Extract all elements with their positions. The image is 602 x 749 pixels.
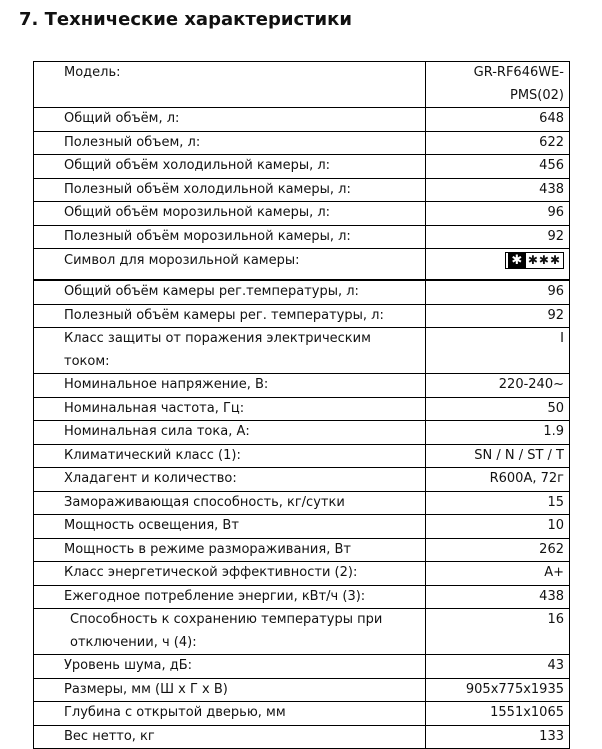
row-label: Вес нетто, кг	[34, 725, 426, 749]
table-row	[34, 225, 570, 249]
row-label: Общий объём морозильной камеры, л:	[34, 202, 426, 226]
row-value: SN / N / ST / T	[426, 444, 570, 468]
row-label: Полезный объём морозильной камеры, л:	[34, 225, 426, 249]
row-value: A+	[426, 562, 570, 586]
snowflake-icon: ✱	[508, 253, 526, 268]
table-row	[34, 491, 570, 515]
row-label: Класс энергетической эффективности (2):	[34, 562, 426, 586]
row-value: 622	[426, 131, 570, 155]
row-value: R600A, 72г	[426, 468, 570, 492]
row-label: Номинальная частота, Гц:	[34, 397, 426, 421]
table-row	[34, 108, 570, 132]
table-row	[34, 155, 570, 179]
row-label: Общий объём холодильной камеры, л:	[34, 155, 426, 179]
table-row	[34, 678, 570, 702]
table-row	[34, 609, 570, 655]
row-value: GR-RF646WE-PMS(02)	[426, 62, 570, 108]
table-row	[34, 374, 570, 398]
table-row	[34, 202, 570, 226]
table-row	[34, 280, 570, 304]
table-row	[34, 131, 570, 155]
row-label: Замораживающая способность, кг/сутки	[34, 491, 426, 515]
table-row	[34, 585, 570, 609]
row-label: Номинальное напряжение, В:	[34, 374, 426, 398]
row-label: Мощность в режиме размораживания, Вт	[34, 538, 426, 562]
row-label: Номинальная сила тока, А:	[34, 421, 426, 445]
table-row	[34, 562, 570, 586]
row-value: 96	[426, 202, 570, 226]
row-value: 262	[426, 538, 570, 562]
row-value: 15	[426, 491, 570, 515]
table-row	[34, 328, 570, 374]
row-value	[426, 249, 570, 281]
row-value: 1.9	[426, 421, 570, 445]
table-row	[34, 304, 570, 328]
freezer-four-star-icon	[505, 252, 564, 269]
row-label: Полезный объём камеры рег. температуры, л:	[34, 304, 426, 328]
row-label: Полезный объем, л:	[34, 131, 426, 155]
row-label-line: Класс защиты от поражения электрическим	[64, 331, 371, 346]
row-label-line: током:	[64, 353, 110, 369]
table-row	[34, 444, 570, 468]
table-row	[34, 62, 570, 108]
table-row	[34, 725, 570, 749]
row-value: 133	[426, 725, 570, 749]
row-value: 1551x1065	[426, 702, 570, 726]
row-value: 16	[426, 609, 570, 655]
row-value: 96	[426, 280, 570, 304]
row-label-line: отключении, ч (4):	[70, 634, 197, 650]
row-value: 92	[426, 304, 570, 328]
row-label: Климатический класс (1):	[34, 444, 426, 468]
row-label-line: Способность к сохранению температуры при	[70, 612, 383, 627]
row-value: 438	[426, 585, 570, 609]
row-label	[34, 328, 426, 374]
table-row	[34, 702, 570, 726]
row-label: Уровень шума, дБ:	[34, 655, 426, 679]
row-value: 905x775x1935	[426, 678, 570, 702]
table-row	[34, 468, 570, 492]
page-title: 7. Технические характеристики	[19, 9, 352, 30]
row-label: Размеры, мм (Ш х Г х В)	[34, 678, 426, 702]
table-row	[34, 249, 570, 281]
table-row	[34, 397, 570, 421]
row-label: Общий объём камеры рег.температуры, л:	[34, 280, 426, 304]
row-value: 43	[426, 655, 570, 679]
row-label: Модель:	[34, 62, 426, 108]
row-value: 456	[426, 155, 570, 179]
row-label: Ежегодное потребление энергии, кВт/ч (3):	[34, 585, 426, 609]
table-row	[34, 515, 570, 539]
row-label	[34, 609, 426, 655]
row-label: Мощность освещения, Вт	[34, 515, 426, 539]
table-row	[34, 178, 570, 202]
row-value: 92	[426, 225, 570, 249]
table-row	[34, 538, 570, 562]
row-label: Общий объём, л:	[34, 108, 426, 132]
table-row	[34, 655, 570, 679]
row-value: 10	[426, 515, 570, 539]
row-label: Глубина с открытой дверью, мм	[34, 702, 426, 726]
row-label: Символ для морозильной камеры:	[34, 249, 426, 281]
row-value: I	[426, 328, 570, 374]
row-value: 220-240~	[426, 374, 570, 398]
row-label: Полезный объём холодильной камеры, л:	[34, 178, 426, 202]
stars-icon: ✱✱✱	[527, 253, 561, 267]
table-row	[34, 421, 570, 445]
specifications-table	[33, 61, 570, 749]
row-value: 648	[426, 108, 570, 132]
row-value: 50	[426, 397, 570, 421]
row-label: Хладагент и количество:	[34, 468, 426, 492]
row-value: 438	[426, 178, 570, 202]
